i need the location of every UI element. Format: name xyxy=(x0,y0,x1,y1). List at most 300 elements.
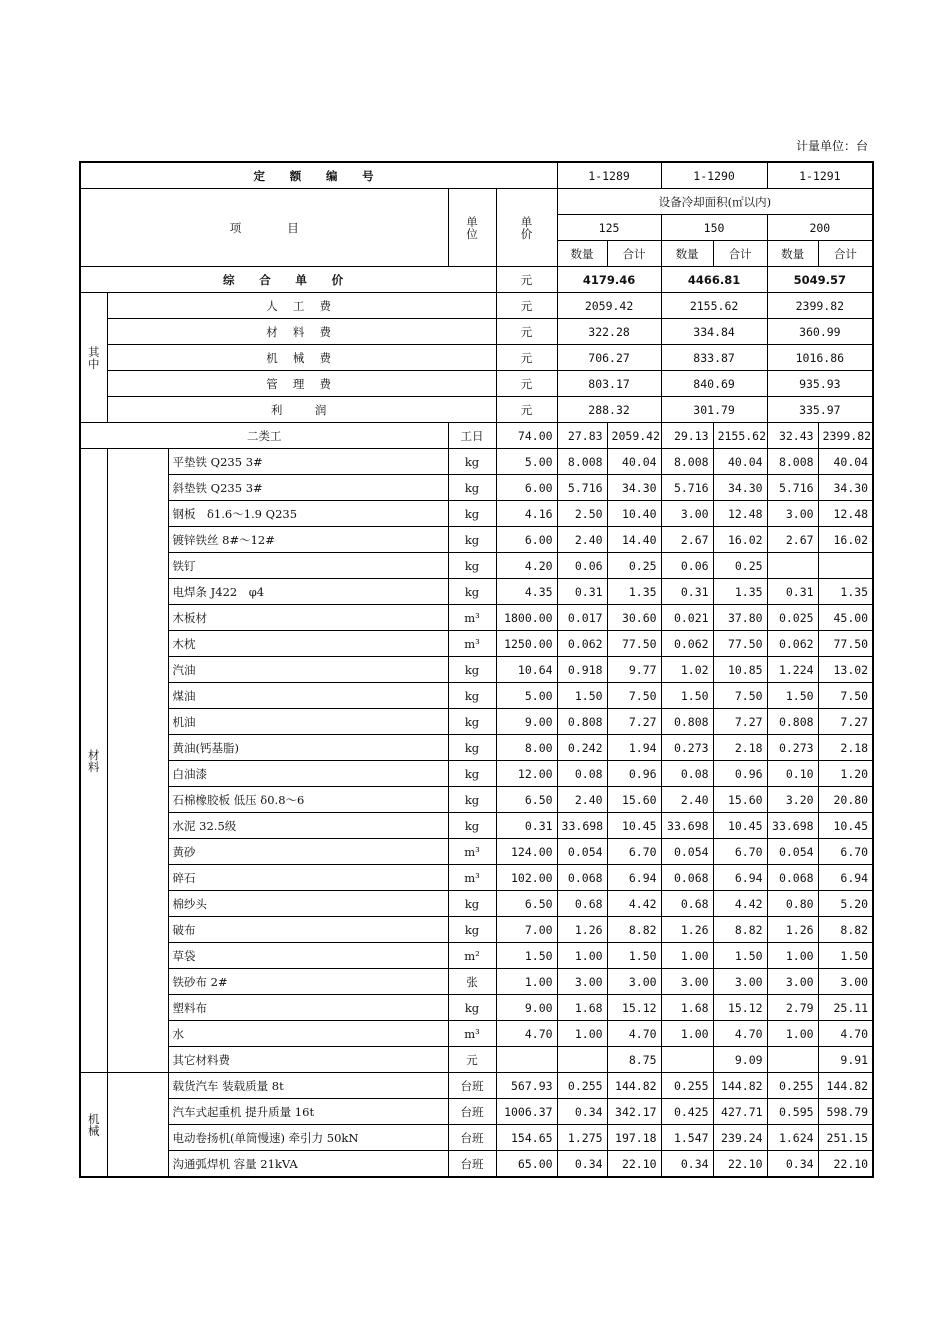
material-row xyxy=(80,1021,873,1047)
machine-row xyxy=(80,1099,873,1125)
material-unit: kg xyxy=(448,891,496,917)
material-cell: 2.40 xyxy=(557,527,607,553)
header-spec-row xyxy=(80,189,873,215)
material-cell: 1.224 xyxy=(767,657,818,683)
breakdown-row xyxy=(80,319,873,345)
material-cell: 9.91 xyxy=(818,1047,873,1073)
unit-header xyxy=(448,189,496,267)
material-cell: 37.80 xyxy=(713,605,767,631)
unit-header-1: 单 xyxy=(466,214,478,229)
material-cell: 1.00 xyxy=(557,1021,607,1047)
material-price: 1800.00 xyxy=(496,605,557,631)
material-unit: kg xyxy=(448,527,496,553)
labor-cell: 2059.42 xyxy=(607,423,661,449)
material-name: 斜垫铁 Q235 3# xyxy=(168,475,448,501)
material-cell: 77.50 xyxy=(607,631,661,657)
labor-row xyxy=(80,423,873,449)
material-name: 电焊条 J422 φ4 xyxy=(168,579,448,605)
material-cell: 0.068 xyxy=(557,865,607,891)
machine-cell: 144.82 xyxy=(818,1073,873,1099)
material-unit: m³ xyxy=(448,839,496,865)
material-cell: 4.42 xyxy=(713,891,767,917)
material-name: 草袋 xyxy=(168,943,448,969)
material-row xyxy=(80,761,873,787)
material-cell: 6.70 xyxy=(818,839,873,865)
material-cell: 0.068 xyxy=(767,865,818,891)
material-price: 6.50 xyxy=(496,787,557,813)
machine-blank-col xyxy=(107,1073,168,1178)
machine-cell: 22.10 xyxy=(607,1151,661,1178)
material-cell: 0.10 xyxy=(767,761,818,787)
breakdown-group-1: 其 xyxy=(88,344,100,359)
labor-cell: 2155.62 xyxy=(713,423,767,449)
breakdown-value: 2059.42 xyxy=(557,293,661,319)
material-cell: 0.96 xyxy=(713,761,767,787)
material-cell: 0.808 xyxy=(557,709,607,735)
material-cell: 0.062 xyxy=(661,631,713,657)
machine-cell: 0.595 xyxy=(767,1099,818,1125)
material-cell: 30.60 xyxy=(607,605,661,631)
material-cell: 1.00 xyxy=(767,1021,818,1047)
material-cell: 2.50 xyxy=(557,501,607,527)
material-row xyxy=(80,787,873,813)
breakdown-value: 360.99 xyxy=(767,319,873,345)
material-cell: 2.67 xyxy=(661,527,713,553)
material-row xyxy=(80,631,873,657)
material-name: 木板材 xyxy=(168,605,448,631)
material-cell: 40.04 xyxy=(713,449,767,475)
material-cell: 6.70 xyxy=(607,839,661,865)
machine-name: 电动卷扬机(单筒慢速) 牵引力 50kN xyxy=(168,1125,448,1151)
labor-price: 74.00 xyxy=(496,423,557,449)
material-cell: 1.50 xyxy=(767,683,818,709)
material-name: 黄油(钙基脂) xyxy=(168,735,448,761)
material-row xyxy=(80,605,873,631)
machine-unit: 台班 xyxy=(448,1073,496,1099)
machine-price: 1006.37 xyxy=(496,1099,557,1125)
material-cell: 15.60 xyxy=(607,787,661,813)
material-cell: 12.48 xyxy=(818,501,873,527)
machine-group-1: 机 xyxy=(88,1111,100,1126)
machine-group-label xyxy=(80,1073,107,1178)
qty-label: 数量 xyxy=(661,241,713,267)
material-cell: 3.00 xyxy=(767,969,818,995)
material-cell: 6.94 xyxy=(607,865,661,891)
material-cell: 3.00 xyxy=(661,501,713,527)
material-cell: 10.45 xyxy=(818,813,873,839)
qty-label: 数量 xyxy=(557,241,607,267)
material-cell: 0.25 xyxy=(713,553,767,579)
material-name: 铁砂布 2# xyxy=(168,969,448,995)
material-name: 钢板 δ1.6～1.9 Q235 xyxy=(168,501,448,527)
item-label: 项 目 xyxy=(80,189,448,267)
material-cell: 1.94 xyxy=(607,735,661,761)
labor-name: 二类工 xyxy=(80,423,448,449)
machine-price: 567.93 xyxy=(496,1073,557,1099)
material-row xyxy=(80,865,873,891)
material-unit: kg xyxy=(448,995,496,1021)
material-cell: 0.808 xyxy=(661,709,713,735)
material-row xyxy=(80,891,873,917)
material-cell: 0.273 xyxy=(661,735,713,761)
labor-cell: 2399.82 xyxy=(818,423,873,449)
material-row xyxy=(80,943,873,969)
machine-cell: 197.18 xyxy=(607,1125,661,1151)
material-group-label xyxy=(80,449,107,1073)
material-cell: 1.50 xyxy=(713,943,767,969)
material-cell: 8.82 xyxy=(818,917,873,943)
material-cell: 1.26 xyxy=(767,917,818,943)
material-cell: 33.698 xyxy=(557,813,607,839)
material-name: 石棉橡胶板 低压 δ0.8～6 xyxy=(168,787,448,813)
material-cell: 7.50 xyxy=(607,683,661,709)
spec-value: 150 xyxy=(661,215,767,241)
material-cell: 0.31 xyxy=(661,579,713,605)
material-cell: 0.017 xyxy=(557,605,607,631)
machine-cell: 1.624 xyxy=(767,1125,818,1151)
material-cell: 2.40 xyxy=(661,787,713,813)
material-unit: kg xyxy=(448,501,496,527)
material-cell: 1.50 xyxy=(818,943,873,969)
material-cell: 1.68 xyxy=(661,995,713,1021)
breakdown-name: 机 械 费 xyxy=(107,345,496,371)
material-name: 镀锌铁丝 8#～12# xyxy=(168,527,448,553)
machine-cell: 251.15 xyxy=(818,1125,873,1151)
material-price: 6.00 xyxy=(496,475,557,501)
material-unit: kg xyxy=(448,683,496,709)
material-name: 塑料布 xyxy=(168,995,448,1021)
material-cell: 0.273 xyxy=(767,735,818,761)
composite-value: 4466.81 xyxy=(661,267,767,293)
material-price: 9.00 xyxy=(496,709,557,735)
material-unit: kg xyxy=(448,553,496,579)
material-cell: 40.04 xyxy=(607,449,661,475)
material-price: 124.00 xyxy=(496,839,557,865)
material-price: 4.35 xyxy=(496,579,557,605)
breakdown-name: 人 工 费 xyxy=(107,293,496,319)
material-cell: 0.96 xyxy=(607,761,661,787)
machine-cell: 0.425 xyxy=(661,1099,713,1125)
machine-cell: 427.71 xyxy=(713,1099,767,1125)
quota-table xyxy=(79,161,874,1178)
material-price: 4.20 xyxy=(496,553,557,579)
machine-cell: 342.17 xyxy=(607,1099,661,1125)
material-cell: 3.20 xyxy=(767,787,818,813)
material-cell: 1.00 xyxy=(661,943,713,969)
breakdown-value: 833.87 xyxy=(661,345,767,371)
material-group-1: 材 xyxy=(88,747,100,762)
material-row xyxy=(80,1047,873,1073)
material-row xyxy=(80,449,873,475)
material-name: 白油漆 xyxy=(168,761,448,787)
material-cell: 2.67 xyxy=(767,527,818,553)
breakdown-value: 1016.86 xyxy=(767,345,873,371)
material-cell: 9.77 xyxy=(607,657,661,683)
material-price: 1250.00 xyxy=(496,631,557,657)
material-cell: 10.45 xyxy=(713,813,767,839)
material-name: 机油 xyxy=(168,709,448,735)
material-cell: 8.82 xyxy=(713,917,767,943)
material-cell: 8.008 xyxy=(557,449,607,475)
price-header xyxy=(496,189,557,267)
material-cell: 0.68 xyxy=(557,891,607,917)
unit-header-2: 位 xyxy=(466,226,478,241)
code-label: 定 额 编 号 xyxy=(80,162,557,189)
machine-cell: 0.255 xyxy=(557,1073,607,1099)
material-price: 10.64 xyxy=(496,657,557,683)
breakdown-unit: 元 xyxy=(496,397,557,423)
machine-cell: 22.10 xyxy=(818,1151,873,1178)
material-cell: 45.00 xyxy=(818,605,873,631)
material-unit: kg xyxy=(448,735,496,761)
price-header-2: 价 xyxy=(520,226,533,241)
material-cell: 8.75 xyxy=(607,1047,661,1073)
labor-cell: 32.43 xyxy=(767,423,818,449)
material-cell: 1.35 xyxy=(607,579,661,605)
material-cell: 34.30 xyxy=(607,475,661,501)
material-cell: 15.60 xyxy=(713,787,767,813)
material-cell: 1.20 xyxy=(818,761,873,787)
material-cell: 2.40 xyxy=(557,787,607,813)
breakdown-value: 335.97 xyxy=(767,397,873,423)
material-cell: 0.68 xyxy=(661,891,713,917)
material-cell: 33.698 xyxy=(661,813,713,839)
material-price: 1.00 xyxy=(496,969,557,995)
material-cell: 2.18 xyxy=(713,735,767,761)
material-cell xyxy=(818,553,873,579)
material-cell: 0.06 xyxy=(557,553,607,579)
material-cell: 16.02 xyxy=(713,527,767,553)
material-name: 铁钉 xyxy=(168,553,448,579)
material-cell: 0.068 xyxy=(661,865,713,891)
material-cell: 0.918 xyxy=(557,657,607,683)
breakdown-unit: 元 xyxy=(496,345,557,371)
material-price: 1.50 xyxy=(496,943,557,969)
material-cell xyxy=(661,1047,713,1073)
material-cell: 1.02 xyxy=(661,657,713,683)
material-cell: 10.40 xyxy=(607,501,661,527)
machine-unit: 台班 xyxy=(448,1125,496,1151)
breakdown-name: 材 料 费 xyxy=(107,319,496,345)
material-cell: 10.85 xyxy=(713,657,767,683)
material-row xyxy=(80,735,873,761)
material-cell: 1.00 xyxy=(767,943,818,969)
material-cell: 1.50 xyxy=(557,683,607,709)
material-cell: 0.021 xyxy=(661,605,713,631)
material-row xyxy=(80,657,873,683)
material-cell: 3.00 xyxy=(713,969,767,995)
material-unit: m³ xyxy=(448,865,496,891)
machine-cell: 0.34 xyxy=(557,1099,607,1125)
material-cell: 12.48 xyxy=(713,501,767,527)
material-unit: kg xyxy=(448,917,496,943)
material-cell: 1.26 xyxy=(661,917,713,943)
material-price: 5.00 xyxy=(496,683,557,709)
material-name: 平垫铁 Q235 3# xyxy=(168,449,448,475)
material-cell: 2.18 xyxy=(818,735,873,761)
breakdown-group-2: 中 xyxy=(88,356,100,371)
material-cell: 34.30 xyxy=(713,475,767,501)
breakdown-value: 301.79 xyxy=(661,397,767,423)
machine-cell: 0.255 xyxy=(661,1073,713,1099)
composite-unit: 元 xyxy=(496,267,557,293)
machine-name: 汽车式起重机 提升质量 16t xyxy=(168,1099,448,1125)
material-cell: 15.12 xyxy=(607,995,661,1021)
material-price: 5.00 xyxy=(496,449,557,475)
machine-cell: 0.34 xyxy=(661,1151,713,1178)
material-cell: 0.242 xyxy=(557,735,607,761)
material-cell: 7.50 xyxy=(713,683,767,709)
breakdown-name: 管 理 费 xyxy=(107,371,496,397)
material-price: 9.00 xyxy=(496,995,557,1021)
material-cell: 8.008 xyxy=(661,449,713,475)
material-blank-col xyxy=(107,449,168,1073)
material-unit: kg xyxy=(448,709,496,735)
material-name: 黄砂 xyxy=(168,839,448,865)
material-price: 8.00 xyxy=(496,735,557,761)
machine-cell: 1.275 xyxy=(557,1125,607,1151)
machine-price: 154.65 xyxy=(496,1125,557,1151)
material-cell: 0.08 xyxy=(661,761,713,787)
quota-code: 1-1291 xyxy=(767,162,873,189)
material-cell: 3.00 xyxy=(557,969,607,995)
composite-label: 综 合 单 价 xyxy=(80,267,496,293)
machine-cell: 144.82 xyxy=(713,1073,767,1099)
material-name: 其它材料费 xyxy=(168,1047,448,1073)
material-unit: kg xyxy=(448,657,496,683)
material-cell: 1.00 xyxy=(661,1021,713,1047)
machine-cell: 598.79 xyxy=(818,1099,873,1125)
material-cell: 13.02 xyxy=(818,657,873,683)
labor-cell: 27.83 xyxy=(557,423,607,449)
material-unit: m³ xyxy=(448,1021,496,1047)
breakdown-group-label xyxy=(80,293,107,423)
machine-row xyxy=(80,1125,873,1151)
material-cell: 15.12 xyxy=(713,995,767,1021)
material-cell: 0.054 xyxy=(767,839,818,865)
material-cell: 2.79 xyxy=(767,995,818,1021)
material-unit: kg xyxy=(448,449,496,475)
machine-group-2: 械 xyxy=(88,1123,100,1138)
material-row xyxy=(80,917,873,943)
sum-label: 合计 xyxy=(818,241,873,267)
material-row xyxy=(80,813,873,839)
material-cell: 10.45 xyxy=(607,813,661,839)
material-unit: 张 xyxy=(448,969,496,995)
material-cell: 4.70 xyxy=(713,1021,767,1047)
material-cell: 5.20 xyxy=(818,891,873,917)
material-row xyxy=(80,579,873,605)
material-name: 碎石 xyxy=(168,865,448,891)
material-unit: kg xyxy=(448,761,496,787)
material-cell: 6.70 xyxy=(713,839,767,865)
breakdown-value: 803.17 xyxy=(557,371,661,397)
material-name: 煤油 xyxy=(168,683,448,709)
material-row xyxy=(80,527,873,553)
material-price: 102.00 xyxy=(496,865,557,891)
machine-unit: 台班 xyxy=(448,1151,496,1178)
material-name: 木枕 xyxy=(168,631,448,657)
breakdown-value: 288.32 xyxy=(557,397,661,423)
quota-code: 1-1289 xyxy=(557,162,661,189)
material-group-2: 料 xyxy=(88,759,100,774)
material-cell: 3.00 xyxy=(818,969,873,995)
material-cell: 0.025 xyxy=(767,605,818,631)
material-cell: 0.062 xyxy=(557,631,607,657)
material-price: 0.31 xyxy=(496,813,557,839)
material-unit: kg xyxy=(448,475,496,501)
material-name: 棉纱头 xyxy=(168,891,448,917)
material-cell: 0.31 xyxy=(767,579,818,605)
material-unit: m³ xyxy=(448,631,496,657)
material-cell xyxy=(767,1047,818,1073)
breakdown-row xyxy=(80,371,873,397)
machine-unit: 台班 xyxy=(448,1099,496,1125)
breakdown-unit: 元 xyxy=(496,319,557,345)
material-cell: 0.25 xyxy=(607,553,661,579)
breakdown-value: 2155.62 xyxy=(661,293,767,319)
unit-note: 计量单位：台 xyxy=(795,139,868,153)
breakdown-row xyxy=(80,293,873,319)
material-cell: 0.054 xyxy=(661,839,713,865)
material-unit: m³ xyxy=(448,605,496,631)
machine-cell: 0.255 xyxy=(767,1073,818,1099)
material-row xyxy=(80,683,873,709)
material-cell: 6.94 xyxy=(818,865,873,891)
material-row xyxy=(80,553,873,579)
material-cell: 1.35 xyxy=(713,579,767,605)
breakdown-unit: 元 xyxy=(496,371,557,397)
machine-cell: 0.34 xyxy=(557,1151,607,1178)
material-cell: 0.31 xyxy=(557,579,607,605)
material-name: 水 xyxy=(168,1021,448,1047)
material-cell: 77.50 xyxy=(713,631,767,657)
material-cell xyxy=(767,553,818,579)
material-row xyxy=(80,475,873,501)
breakdown-unit: 元 xyxy=(496,293,557,319)
labor-unit: 工日 xyxy=(448,423,496,449)
material-cell: 5.716 xyxy=(661,475,713,501)
material-unit: 元 xyxy=(448,1047,496,1073)
material-cell: 3.00 xyxy=(607,969,661,995)
material-name: 水泥 32.5级 xyxy=(168,813,448,839)
material-name: 汽油 xyxy=(168,657,448,683)
material-cell xyxy=(557,1047,607,1073)
material-cell: 7.27 xyxy=(607,709,661,735)
machine-price: 65.00 xyxy=(496,1151,557,1178)
material-cell: 40.04 xyxy=(818,449,873,475)
composite-value: 4179.46 xyxy=(557,267,661,293)
material-unit: m² xyxy=(448,943,496,969)
spec-label: 设备冷却面积(㎡以内) xyxy=(557,189,873,215)
spec-value: 200 xyxy=(767,215,873,241)
machine-row xyxy=(80,1151,873,1178)
material-cell: 1.35 xyxy=(818,579,873,605)
material-cell: 0.054 xyxy=(557,839,607,865)
material-unit: kg xyxy=(448,813,496,839)
material-cell: 0.808 xyxy=(767,709,818,735)
material-cell: 9.09 xyxy=(713,1047,767,1073)
material-cell: 7.50 xyxy=(818,683,873,709)
material-cell: 4.70 xyxy=(607,1021,661,1047)
machine-cell: 22.10 xyxy=(713,1151,767,1178)
material-cell: 7.27 xyxy=(713,709,767,735)
breakdown-value: 935.93 xyxy=(767,371,873,397)
material-row xyxy=(80,839,873,865)
sum-label: 合计 xyxy=(607,241,661,267)
price-header-1: 单 xyxy=(520,214,533,229)
material-price: 7.00 xyxy=(496,917,557,943)
